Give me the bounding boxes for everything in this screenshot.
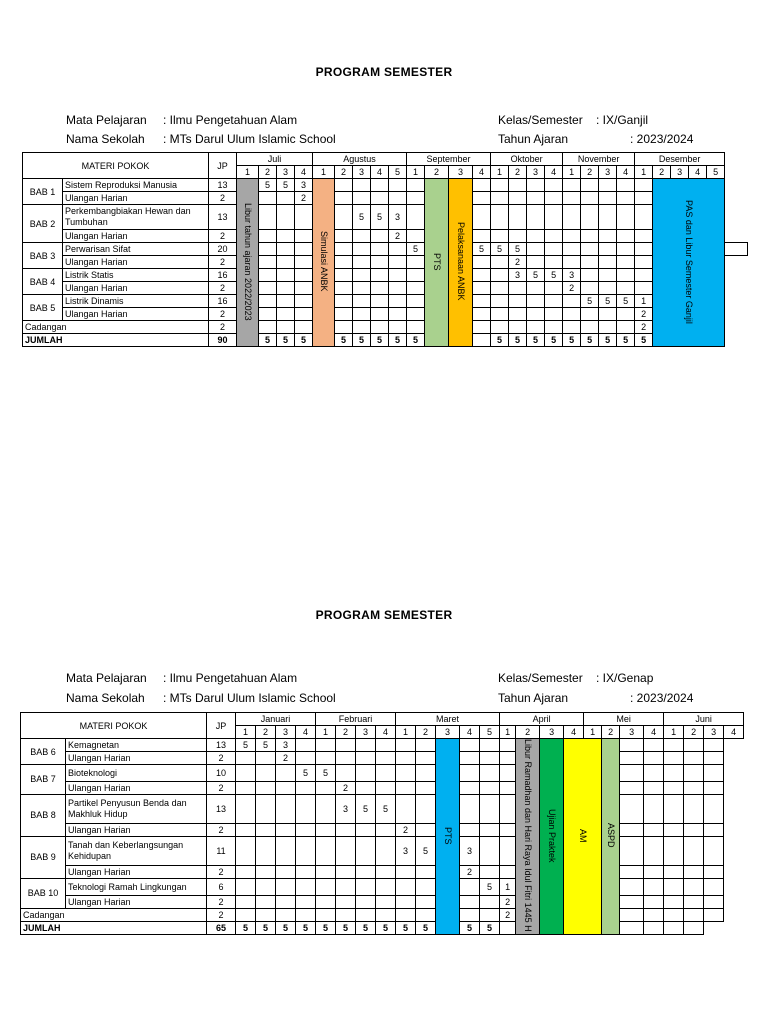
bab-label: BAB 3 — [23, 243, 63, 269]
jumlah-week: 5 — [316, 921, 336, 934]
jp-cell: 2 — [207, 895, 236, 908]
week-value: 3 — [295, 179, 313, 192]
week-value: 2 — [635, 308, 653, 321]
week-value: 5 — [473, 243, 491, 256]
week-cell: 4 — [689, 166, 707, 179]
materi-cell: Ulangan Harian — [63, 230, 209, 243]
pts-band: PTS — [425, 179, 449, 347]
week-cell: 2 — [336, 726, 356, 739]
jp-cell: 2 — [207, 752, 236, 765]
week-value: 5 — [236, 739, 256, 752]
week-value: 5 — [353, 205, 371, 230]
week-cell: 3 — [620, 726, 644, 739]
week-cell: 4 — [295, 166, 313, 179]
week-cell: 1 — [316, 726, 336, 739]
materi-cell: Ulangan Harian — [66, 823, 207, 836]
bab-label: BAB 9 — [21, 836, 66, 878]
week-value: 3 — [563, 269, 581, 282]
week-cell: 3 — [356, 726, 376, 739]
jp-cell: 2 — [209, 230, 237, 243]
week-cell: 4 — [371, 166, 389, 179]
jumlah-week: 5 — [371, 334, 389, 347]
week-value: 5 — [509, 243, 527, 256]
week-cell: 2 — [335, 166, 353, 179]
jumlah-week: 5 — [276, 921, 296, 934]
sekolah-value: : MTs Darul Ulum Islamic School — [163, 132, 336, 146]
materi-cell: Ulangan Harian — [66, 865, 207, 878]
kelas-label: Kelas/Semester — [498, 113, 583, 127]
week-value: 2 — [295, 192, 313, 205]
week-value: 2 — [563, 282, 581, 295]
bab-label: BAB 5 — [23, 295, 63, 321]
cadangan-jp: 2 — [209, 321, 237, 334]
jp-cell: 13 — [207, 794, 236, 823]
month-header: November — [563, 153, 635, 166]
jumlah-week: 5 — [296, 921, 316, 934]
jp-cell: 2 — [207, 823, 236, 836]
materi-cell: Tanah dan Keberlangsungan Kehidupan — [66, 836, 207, 865]
page-title-semester-1: PROGRAM SEMESTER — [315, 65, 453, 79]
week-cell: 4 — [564, 726, 584, 739]
pas-band: PAS dan Libur Semester Ganjil — [653, 179, 725, 347]
week-value: 5 — [416, 836, 436, 865]
bab-label: BAB 10 — [21, 878, 66, 908]
week-value: 5 — [296, 765, 316, 782]
jumlah-label: JUMLAH — [21, 921, 207, 934]
month-header: September — [407, 153, 491, 166]
week-cell: 2 — [516, 726, 540, 739]
month-header: Juli — [237, 153, 313, 166]
jp-cell: 2 — [207, 781, 236, 794]
sekolah-label: Nama Sekolah — [66, 691, 145, 705]
week-cell: 3 — [276, 726, 296, 739]
week-cell: 3 — [449, 166, 473, 179]
jp-header: JP — [207, 713, 236, 739]
week-cell: 3 — [436, 726, 460, 739]
week-cell: 1 — [396, 726, 416, 739]
jumlah-week: 5 — [545, 334, 563, 347]
materi-header: MATERI POKOK — [23, 153, 209, 179]
jumlah-week: 5 — [617, 334, 635, 347]
week-cell: 1 — [237, 166, 259, 179]
week-cell: 3 — [599, 166, 617, 179]
jumlah-week: 5 — [295, 334, 313, 347]
materi-cell: Partikel Penyusun Benda dan Makhluk Hidup — [66, 794, 207, 823]
jumlah-week: 5 — [480, 921, 500, 934]
bab-label: BAB 1 — [23, 179, 63, 205]
bab-label: BAB 4 — [23, 269, 63, 295]
jp-cell: 2 — [209, 308, 237, 321]
month-header: Oktober — [491, 153, 563, 166]
month-header: Februari — [316, 713, 396, 726]
week-cell: 4 — [545, 166, 563, 179]
week-cell: 3 — [353, 166, 371, 179]
week-cell: 5 — [707, 166, 725, 179]
week-cell: 2 — [581, 166, 599, 179]
sekolah-label: Nama Sekolah — [66, 132, 145, 146]
jumlah-week: 5 — [256, 921, 276, 934]
week-cell: 4 — [376, 726, 396, 739]
week-cell: 4 — [644, 726, 664, 739]
month-header: Maret — [396, 713, 500, 726]
week-cell: 4 — [724, 726, 744, 739]
week-value: 2 — [276, 752, 296, 765]
materi-cell: Ulangan Harian — [66, 781, 207, 794]
week-cell: 3 — [704, 726, 724, 739]
mapel-label: Mata Pelajaran — [66, 113, 147, 127]
jumlah-week: 5 — [491, 334, 509, 347]
week-value: 5 — [617, 295, 635, 308]
jumlah-week: 5 — [407, 334, 425, 347]
kelas-value: : IX/Genap — [596, 671, 654, 685]
mapel-label: Mata Pelajaran — [66, 671, 147, 685]
week-cell: 4 — [473, 166, 491, 179]
week-cell: 4 — [460, 726, 480, 739]
week-cell: 4 — [617, 166, 635, 179]
week-value: 5 — [491, 243, 509, 256]
week-cell: 2 — [509, 166, 527, 179]
jp-cell: 13 — [209, 179, 237, 192]
week-value: 5 — [599, 295, 617, 308]
program-semester-genap-table — [20, 712, 744, 935]
jumlah-week: 5 — [389, 334, 407, 347]
week-cell: 2 — [259, 166, 277, 179]
week-value: 1 — [500, 878, 516, 895]
week-value: 5 — [256, 739, 276, 752]
materi-cell: Kemagnetan — [66, 739, 207, 752]
month-header: April — [500, 713, 584, 726]
month-header: Agustus — [313, 153, 407, 166]
program-semester-ganjil-table — [22, 152, 748, 347]
jumlah-week: 5 — [376, 921, 396, 934]
jp-cell: 2 — [209, 192, 237, 205]
bab-label: BAB 7 — [21, 765, 66, 795]
week-value: 5 — [407, 243, 425, 256]
materi-cell: Ulangan Harian — [66, 895, 207, 908]
aspd-band: ASPD — [602, 739, 620, 935]
jumlah-week: 5 — [277, 334, 295, 347]
page-title-semester-2: PROGRAM SEMESTER — [315, 608, 453, 622]
week-value: 5 — [376, 794, 396, 823]
bab-label: BAB 8 — [21, 794, 66, 836]
jp-cell: 16 — [209, 269, 237, 282]
month-header: Juni — [664, 713, 744, 726]
jumlah-week: 5 — [581, 334, 599, 347]
week-cell: 3 — [671, 166, 689, 179]
week-value: 5 — [371, 205, 389, 230]
simulasi-anbk-band: Simulasi ANBK — [313, 179, 335, 347]
jumlah-week: 5 — [336, 921, 356, 934]
week-cell: 5 — [389, 166, 407, 179]
week-cell: 1 — [407, 166, 425, 179]
materi-cell: Ulangan Harian — [63, 192, 209, 205]
tahun-label: Tahun Ajaran — [498, 132, 569, 146]
week-cell: 1 — [236, 726, 256, 739]
tahun-value: : 2023/2024 — [630, 132, 694, 146]
jp-cell: 2 — [209, 282, 237, 295]
mapel-value: : Ilmu Pengetahuan Alam — [163, 671, 298, 685]
materi-cell: Teknologi Ramah Lingkungan — [66, 878, 207, 895]
kelas-value: : IX/Ganjil — [596, 113, 649, 127]
week-cell: 1 — [313, 166, 335, 179]
week-cell: 3 — [277, 166, 295, 179]
mapel-value: : Ilmu Pengetahuan Alam — [163, 113, 298, 127]
week-cell: 2 — [425, 166, 449, 179]
jumlah-week: 5 — [396, 921, 416, 934]
libur-band: Libur tahun ajaran 2022/2023 — [237, 179, 259, 347]
jumlah-week: 5 — [599, 334, 617, 347]
bab-label: BAB 2 — [23, 205, 63, 243]
cadangan-label: Cadangan — [21, 908, 207, 921]
week-value: 3 — [396, 836, 416, 865]
jp-cell: 2 — [207, 865, 236, 878]
cadangan-jp: 2 — [207, 908, 236, 921]
jumlah-jp: 65 — [207, 921, 236, 934]
materi-cell: Listrik Dinamis — [63, 295, 209, 308]
week-value: 3 — [336, 794, 356, 823]
jp-cell: 2 — [209, 256, 237, 269]
materi-cell: Sistem Reproduksi Manusia — [63, 179, 209, 192]
week-cell: 2 — [653, 166, 671, 179]
materi-cell: Bioteknologi — [66, 765, 207, 782]
week-cell: 1 — [584, 726, 602, 739]
jp-cell: 10 — [207, 765, 236, 782]
jp-header: JP — [209, 153, 237, 179]
week-value: 2 — [635, 321, 653, 334]
anbk-band: Pelaksanaan ANBK — [449, 179, 473, 347]
jumlah-week: 5 — [635, 334, 653, 347]
week-value: 2 — [500, 908, 516, 921]
week-cell: 2 — [684, 726, 704, 739]
materi-cell: Listrik Statis — [63, 269, 209, 282]
jumlah-week: 5 — [509, 334, 527, 347]
jumlah-week: 5 — [563, 334, 581, 347]
week-value: 2 — [500, 895, 516, 908]
week-value: 1 — [635, 295, 653, 308]
tahun-label: Tahun Ajaran — [498, 691, 569, 705]
pts-band: PTS — [436, 739, 460, 935]
kelas-label: Kelas/Semester — [498, 671, 583, 685]
week-cell: 1 — [635, 166, 653, 179]
jp-cell: 16 — [209, 295, 237, 308]
jumlah-week: 5 — [460, 921, 480, 934]
jumlah-week: 5 — [416, 921, 436, 934]
materi-header: MATERI POKOK — [21, 713, 207, 739]
am-band: AM — [564, 739, 602, 935]
week-value: 5 — [277, 179, 295, 192]
jp-cell: 11 — [207, 836, 236, 865]
week-cell: 3 — [540, 726, 564, 739]
libur-ramadhan-band: Libur Ramadhan dan Hari Raya Idul Fitri 1445 H — [516, 739, 540, 935]
materi-cell: Ulangan Harian — [63, 282, 209, 295]
week-value: 5 — [259, 179, 277, 192]
week-cell: 1 — [664, 726, 684, 739]
week-value: 3 — [389, 205, 407, 230]
tahun-value: : 2023/2024 — [630, 691, 694, 705]
bab-label: BAB 6 — [21, 739, 66, 765]
week-value: 3 — [276, 739, 296, 752]
materi-cell: Ulangan Harian — [66, 752, 207, 765]
week-cell: 2 — [602, 726, 620, 739]
jumlah-week: 5 — [527, 334, 545, 347]
week-value: 5 — [545, 269, 563, 282]
week-cell: 3 — [527, 166, 545, 179]
week-value: 2 — [336, 781, 356, 794]
materi-cell: Perwarisan Sifat — [63, 243, 209, 256]
week-cell: 2 — [256, 726, 276, 739]
jumlah-jp: 90 — [209, 334, 237, 347]
jumlah-week: 5 — [356, 921, 376, 934]
jp-cell: 20 — [209, 243, 237, 256]
week-cell: 5 — [480, 726, 500, 739]
jp-cell: 13 — [209, 205, 237, 230]
week-value: 3 — [509, 269, 527, 282]
jumlah-week: 5 — [353, 334, 371, 347]
week-value: 5 — [316, 765, 336, 782]
week-value: 5 — [356, 794, 376, 823]
week-value: 3 — [460, 836, 480, 865]
month-header: Desember — [635, 153, 725, 166]
week-value: 5 — [480, 878, 500, 895]
sekolah-value: : MTs Darul Ulum Islamic School — [163, 691, 336, 705]
jumlah-label: JUMLAH — [23, 334, 209, 347]
materi-cell: Ulangan Harian — [63, 256, 209, 269]
week-value: 5 — [527, 269, 545, 282]
cadangan-label: Cadangan — [23, 321, 209, 334]
jp-cell: 6 — [207, 878, 236, 895]
week-cell: 4 — [296, 726, 316, 739]
week-cell: 1 — [491, 166, 509, 179]
jumlah-week: 5 — [259, 334, 277, 347]
jumlah-week: 5 — [335, 334, 353, 347]
week-value: 2 — [509, 256, 527, 269]
week-value: 2 — [460, 865, 480, 878]
ujian-praktek-band: Ujian Praktek — [540, 739, 564, 935]
materi-cell: Perkembangbiakan Hewan dan Tumbuhan — [63, 205, 209, 230]
materi-cell: Ulangan Harian — [63, 308, 209, 321]
month-header: Mei — [584, 713, 664, 726]
week-value: 2 — [389, 230, 407, 243]
jumlah-week: 5 — [236, 921, 256, 934]
jp-cell: 13 — [207, 739, 236, 752]
week-value: 2 — [396, 823, 416, 836]
month-header: Januari — [236, 713, 316, 726]
week-cell: 1 — [563, 166, 581, 179]
week-cell: 1 — [500, 726, 516, 739]
week-value: 5 — [581, 295, 599, 308]
week-cell: 2 — [416, 726, 436, 739]
